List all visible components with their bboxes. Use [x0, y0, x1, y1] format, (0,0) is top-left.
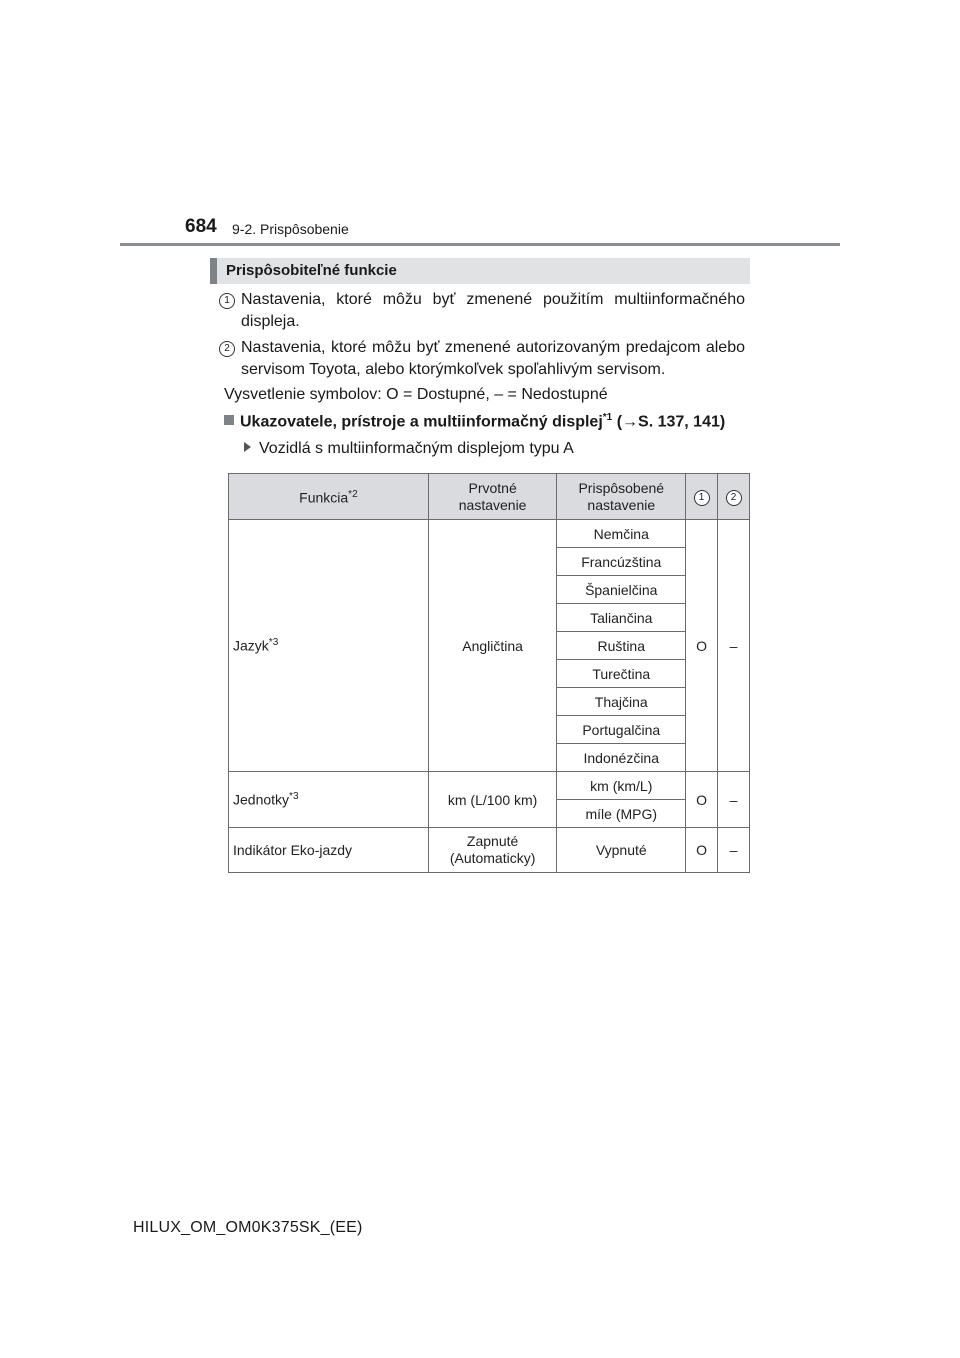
document-code: HILUX_OM_OM0K375SK_(EE): [133, 1219, 363, 1236]
eco-custom: Vypnuté: [557, 828, 686, 873]
units-col-1: O: [686, 772, 718, 828]
language-function: Jazyk$^{*3}$: [229, 520, 429, 772]
header-function-note: *2: [348, 489, 358, 501]
language-col-1: O: [686, 520, 718, 772]
language-note: *3: [268, 637, 279, 649]
table-header-row: [229, 474, 750, 520]
language-col-2: –: [718, 520, 750, 772]
eco-col-1: O: [686, 828, 718, 873]
language-option: Ruština: [557, 632, 686, 660]
item-1-text: Nastavenia, ktoré môžu byť zmenené použitím multiinformačného displeja.: [241, 291, 745, 330]
number-1-icon: 1: [219, 293, 235, 309]
header-function: Funkcia$^{*2}$: [229, 474, 429, 520]
units-function: Jednotky$^{*3}$: [229, 772, 429, 828]
language-option: Turečtina: [557, 660, 686, 688]
number-1-icon: 1: [694, 490, 710, 506]
item-2-text: Nastavenia, ktoré môžu byť zmenené autorizovaným predajcom alebo servisom Toyota, alebo ktorýmkoľvek spoľahlivým servisom.: [241, 339, 745, 378]
bullet-footnote: *1: [602, 412, 613, 423]
number-2-icon: 2: [219, 341, 235, 357]
sub-bullet: [244, 440, 574, 458]
table-row: [229, 520, 750, 548]
language-option: Taliančina: [557, 604, 686, 632]
customization-table: [228, 473, 750, 873]
table-row: [229, 828, 750, 873]
header-default: Prvotné nastavenie: [428, 474, 557, 520]
eco-col-2: –: [718, 828, 750, 873]
language-option: Indonézčina: [557, 744, 686, 772]
bullet-heading: [224, 412, 725, 431]
number-2-icon: 2: [726, 490, 742, 506]
section-heading: Prispôsobiteľné funkcie: [226, 262, 397, 279]
page-number: 684: [185, 216, 217, 237]
language-option: Thajčina: [557, 688, 686, 716]
section-heading-bar: [210, 258, 750, 284]
heading-marker: [210, 258, 217, 284]
section-title: 9-2. Prispôsobenie: [232, 221, 349, 237]
sub-bullet-text: Vozidlá s multiinformačným displejom typu A: [259, 440, 574, 457]
page-reference[interactable]: (→S. 137, 141): [616, 413, 726, 431]
header-col-1: [686, 474, 718, 520]
triangle-bullet-icon: [244, 442, 251, 452]
units-option: km (km/L): [557, 772, 686, 800]
units-default: km (L/100 km): [428, 772, 557, 828]
square-bullet-icon: [224, 415, 234, 425]
eco-function: Indikátor Eko-jazdy: [229, 828, 429, 873]
eco-default: Zapnuté (Automaticky): [428, 828, 557, 873]
units-col-2: –: [718, 772, 750, 828]
header-divider: [120, 243, 840, 246]
table-row: [229, 772, 750, 800]
bullet-text: Ukazovatele, prístroje a multiinformačný displej: [240, 413, 603, 431]
header-col-2: [718, 474, 750, 520]
symbol-legend: Vysvetlenie symbolov: O = Dostupné, – = Nedostupné: [224, 386, 608, 403]
units-option: míle (MPG): [557, 800, 686, 828]
units-note: *3: [289, 791, 299, 803]
language-option: Nemčina: [557, 520, 686, 548]
language-default: Angličtina: [428, 520, 557, 772]
language-option: Francúzština: [557, 548, 686, 576]
header-custom: Prispôsobené nastavenie: [557, 474, 686, 520]
language-option: Španielčina: [557, 576, 686, 604]
language-option: Portugalčina: [557, 716, 686, 744]
